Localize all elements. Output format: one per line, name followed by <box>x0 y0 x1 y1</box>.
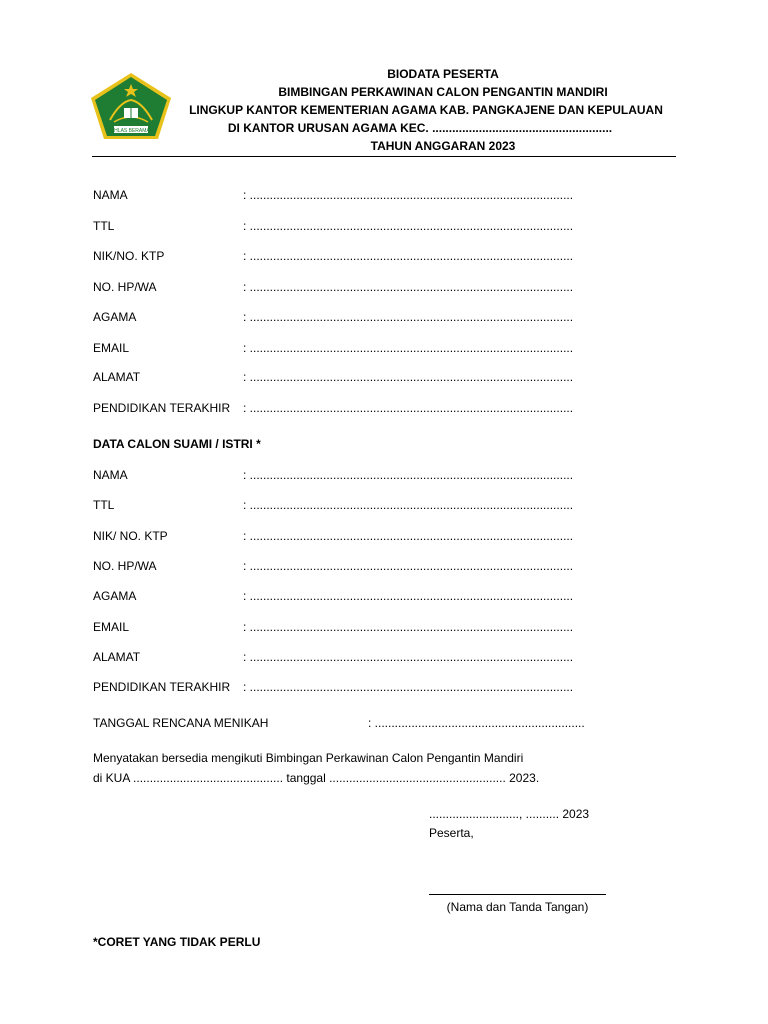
field-value: : ................................................................................................. <box>243 680 574 694</box>
field-label: NO. HP/WA <box>93 280 157 294</box>
field-label: ALAMAT <box>93 650 141 664</box>
signature-role: Peserta, <box>429 826 474 840</box>
field-value: : ................................................................................................. <box>243 559 574 573</box>
field-value: : ................................................................................................. <box>243 468 574 482</box>
signature-caption: (Nama dan Tanda Tangan) <box>446 900 589 914</box>
field-value: : ................................................................................................. <box>243 219 574 233</box>
statement-line-1: Menyatakan bersedia mengikuti Bimbingan Perkawinan Calon Pengantin Mandiri <box>93 751 524 765</box>
field-label: AGAMA <box>93 310 137 324</box>
statement-line-2: di KUA ............................................. tanggal ..................................................... 2023. <box>93 771 540 785</box>
wedding-date-label: TANGGAL RENCANA MENIKAH <box>93 716 269 730</box>
field-value: : ................................................................................................. <box>243 650 574 664</box>
header-office: DI KANTOR URUSAN AGAMA KEC. ...................................................... <box>227 121 613 135</box>
field-value: : ................................................................................................. <box>243 310 574 324</box>
field-value: : ................................................................................................. <box>243 341 574 355</box>
field-value: : ................................................................................................. <box>243 620 574 634</box>
kemenag-logo <box>90 72 172 140</box>
field-label: NO. HP/WA <box>93 559 157 573</box>
wedding-date-value: : ............................................................... <box>368 716 585 730</box>
field-label: TTL <box>93 219 115 233</box>
header-year: TAHUN ANGGARAN 2023 <box>370 139 516 153</box>
field-label: EMAIL <box>93 341 130 355</box>
section-title-spouse: DATA CALON SUAMI / ISTRI * <box>93 437 261 451</box>
footnote: *CORET YANG TIDAK PERLU <box>93 935 261 949</box>
field-label: NAMA <box>93 188 128 202</box>
field-value: : ................................................................................................. <box>243 401 574 415</box>
signature-line <box>429 894 606 895</box>
field-label: EMAIL <box>93 620 130 634</box>
field-value: : ................................................................................................. <box>243 370 574 384</box>
field-value: : ................................................................................................. <box>243 280 574 294</box>
logo-text: IKHLAS BERAMAL <box>109 128 153 134</box>
field-label: NIK/ NO. KTP <box>93 529 168 543</box>
field-label: NIK/NO. KTP <box>93 249 165 263</box>
field-label: PENDIDIKAN TERAKHIR <box>93 680 231 694</box>
field-label: PENDIDIKAN TERAKHIR <box>93 401 231 415</box>
field-value: : ................................................................................................. <box>243 249 574 263</box>
field-value: : ................................................................................................. <box>243 589 574 603</box>
field-value: : ................................................................................................. <box>243 188 574 202</box>
header-divider <box>92 156 676 157</box>
signature-date: ..........................., .......... 2023 <box>429 807 590 821</box>
field-label: ALAMAT <box>93 370 141 384</box>
header-title: BIODATA PESERTA <box>387 67 499 81</box>
field-label: AGAMA <box>93 589 137 603</box>
header-scope: LINGKUP KANTOR KEMENTERIAN AGAMA KAB. PANGKAJENE DAN KEPULAUAN <box>189 103 663 117</box>
field-value: : ................................................................................................. <box>243 529 574 543</box>
header-program: BIMBINGAN PERKAWINAN CALON PENGANTIN MANDIRI <box>278 85 608 99</box>
field-label: NAMA <box>93 468 128 482</box>
field-label: TTL <box>93 498 115 512</box>
field-value: : ................................................................................................. <box>243 498 574 512</box>
